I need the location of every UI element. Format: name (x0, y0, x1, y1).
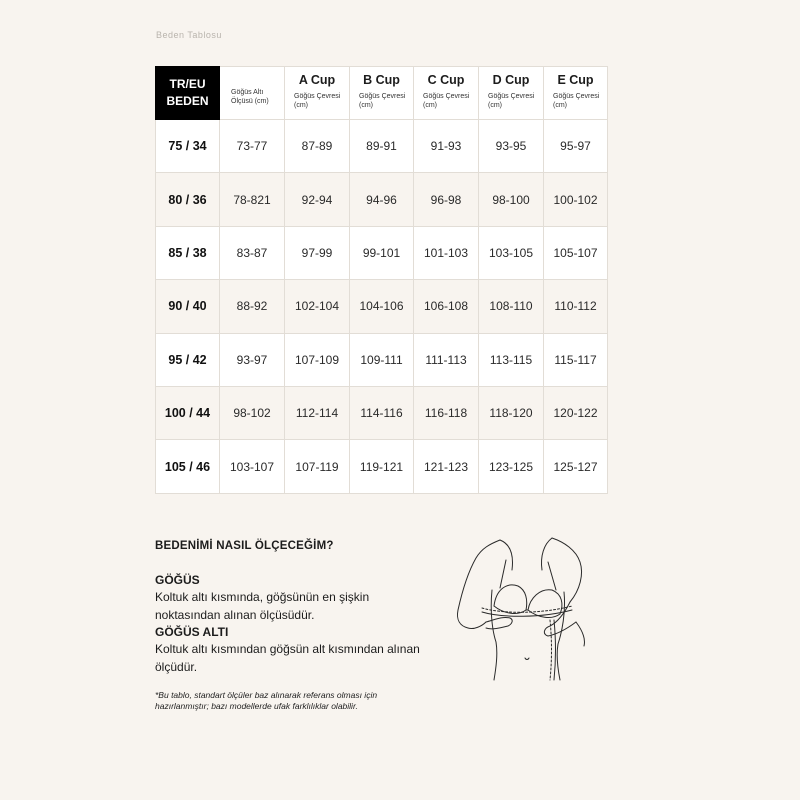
underbust-cell: 83-87 (220, 226, 285, 279)
bust-cell: 101-103 (414, 226, 479, 279)
bust-cell: 92-94 (285, 173, 350, 226)
cup-title: B Cup (363, 72, 400, 87)
size-column-header (156, 67, 220, 120)
cup-subtitle: Göğüs Çevresi (cm) (423, 92, 470, 109)
underbust-cell: 88-92 (220, 280, 285, 333)
table-row (156, 440, 608, 493)
bust-cell: 123-125 (479, 440, 544, 493)
bust-cell: 106-108 (414, 280, 479, 333)
cup-column-header (350, 67, 414, 120)
size-cell: 90 / 40 (156, 280, 220, 333)
table-row (156, 386, 608, 439)
footnote: *Bu tablo, standart ölçüler baz alınarak referans olması için hazırlanmıştır; bazı modellerde ufak farklılıklar olabilir. (155, 690, 378, 711)
bust-cell: 109-111 (350, 333, 414, 386)
cup-subtitle: Göğüs Çevresi (cm) (294, 92, 341, 109)
table-row (156, 173, 608, 226)
bust-cell: 99-101 (350, 226, 414, 279)
table-row (156, 280, 608, 333)
measuring-illustration (452, 530, 602, 685)
bust-cell: 102-104 (285, 280, 350, 333)
bust-cell: 114-116 (350, 386, 414, 439)
size-cell: 80 / 36 (156, 173, 220, 226)
cup-subtitle: Göğüs Çevresi (cm) (359, 92, 406, 109)
bust-cell: 91-93 (414, 120, 479, 173)
bust-cell: 113-115 (479, 333, 544, 386)
cup-column-header (479, 67, 544, 120)
bust-cell: 103-105 (479, 226, 544, 279)
bust-cell: 111-113 (414, 333, 479, 386)
cup-title: D Cup (492, 72, 530, 87)
bust-cell: 119-121 (350, 440, 414, 493)
bust-cell: 104-106 (350, 280, 414, 333)
bust-cell: 93-95 (479, 120, 544, 173)
cup-column-header (544, 67, 608, 120)
cup-subtitle: Göğüs Çevresi (cm) (488, 92, 535, 109)
measure-guide-title: BEDENİMİ NASIL ÖLÇECEĞİM? (155, 540, 334, 552)
table-body (156, 120, 608, 494)
size-cell: 95 / 42 (156, 333, 220, 386)
size-cell: 100 / 44 (156, 386, 220, 439)
cup-title: C Cup (427, 72, 465, 87)
bust-cell: 108-110 (479, 280, 544, 333)
size-cell: 75 / 34 (156, 120, 220, 173)
bust-cell: 100-102 (544, 173, 608, 226)
bust-cell: 105-107 (544, 226, 608, 279)
table-row (156, 226, 608, 279)
underbust-column-label: Göğüs Altı Ölçüsü (cm) (231, 89, 269, 105)
bust-cell: 96-98 (414, 173, 479, 226)
underbust-cell: 78-821 (220, 173, 285, 226)
cup-title: A Cup (298, 72, 336, 87)
bust-cell: 115-117 (544, 333, 608, 386)
bust-cell: 107-119 (285, 440, 350, 493)
bust-cell: 89-91 (350, 120, 414, 173)
underbust-cell: 73-77 (220, 120, 285, 173)
cup-title: E Cup (557, 72, 594, 87)
cup-column-header (285, 67, 350, 120)
bust-cell: 107-109 (285, 333, 350, 386)
bust-description: Koltuk altı kısmında, göğsünün en şişkin noktasından alınan ölçüsüdür. (155, 590, 370, 622)
size-cell: 85 / 38 (156, 226, 220, 279)
bust-cell: 110-112 (544, 280, 608, 333)
underbust-column-header (220, 67, 285, 120)
bust-cell: 125-127 (544, 440, 608, 493)
bust-heading: GÖĞÜS (155, 573, 200, 587)
underbust-cell: 98-102 (220, 386, 285, 439)
cup-column-header (414, 67, 479, 120)
bust-cell: 118-120 (479, 386, 544, 439)
bust-cell: 116-118 (414, 386, 479, 439)
bust-cell: 98-100 (479, 173, 544, 226)
bust-cell: 120-122 (544, 386, 608, 439)
bust-cell: 95-97 (544, 120, 608, 173)
page-title: Beden Tablosu (156, 30, 222, 40)
table-row (156, 333, 608, 386)
underbust-heading: GÖĞÜS ALTI (155, 625, 229, 639)
size-cell: 105 / 46 (156, 440, 220, 493)
bust-cell: 97-99 (285, 226, 350, 279)
table-header-row (156, 67, 608, 120)
bust-cell: 121-123 (414, 440, 479, 493)
bust-cell: 112-114 (285, 386, 350, 439)
size-column-label: TR/EU BEDEN (166, 77, 209, 108)
size-chart-table (155, 66, 608, 494)
cup-subtitle: Göğüs Çevresi (cm) (553, 92, 600, 109)
underbust-cell: 103-107 (220, 440, 285, 493)
bust-cell: 94-96 (350, 173, 414, 226)
underbust-description: Koltuk altı kısmından göğsün alt kısmından alınan ölçüdür. (155, 642, 420, 674)
bust-cell: 87-89 (285, 120, 350, 173)
table-row (156, 120, 608, 173)
underbust-cell: 93-97 (220, 333, 285, 386)
